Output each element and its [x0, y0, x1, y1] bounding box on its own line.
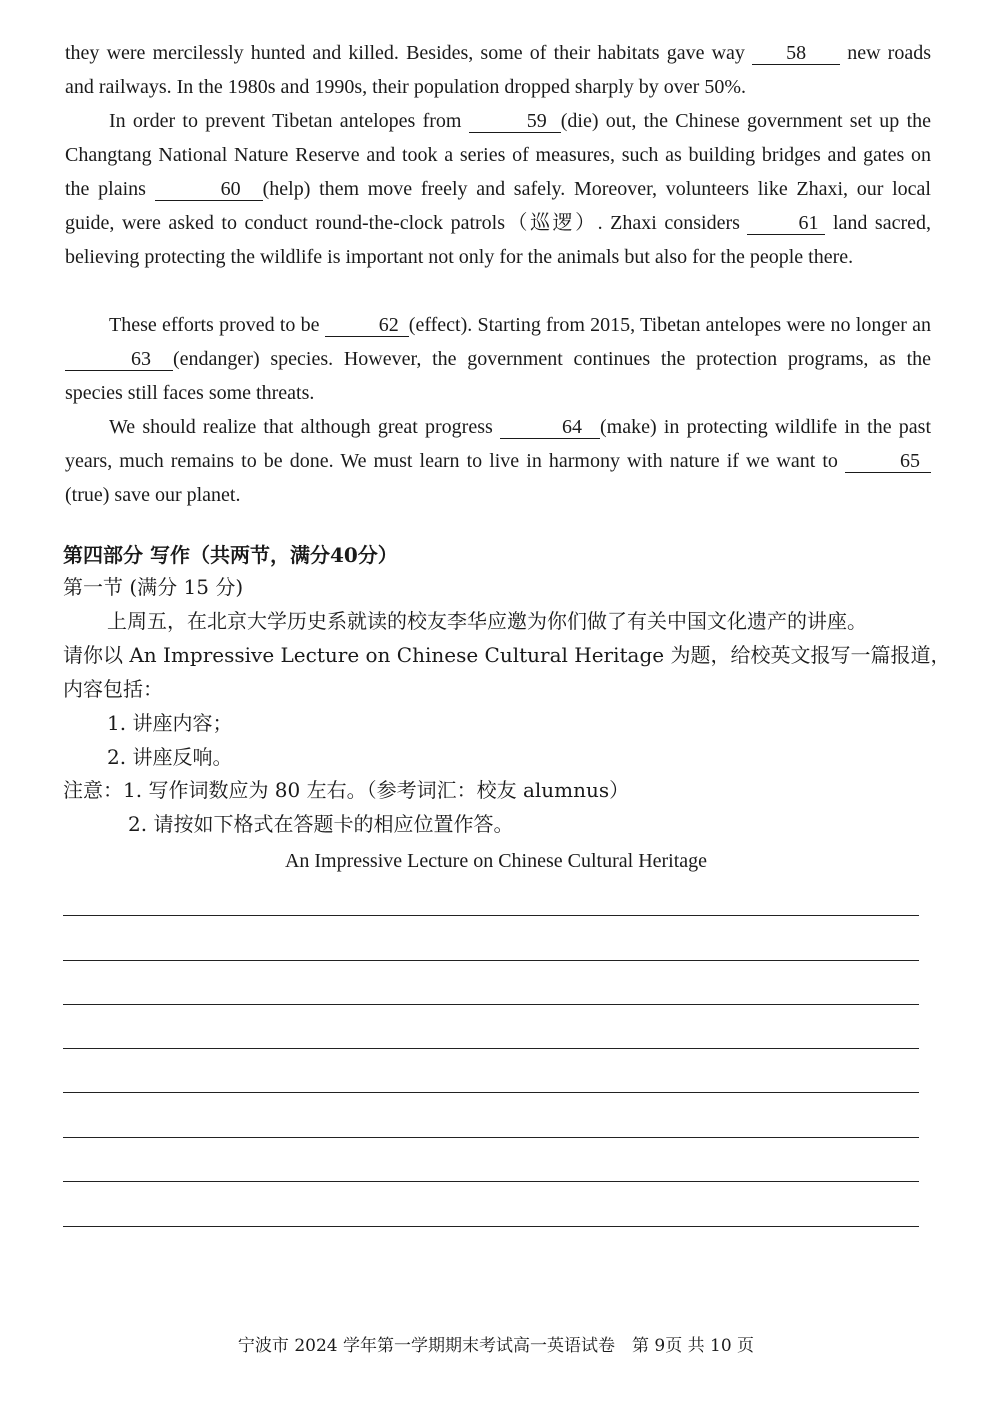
- blank-64: 64: [500, 416, 600, 439]
- answer-line: [63, 915, 919, 916]
- paragraph-text: (effect). Starting from 2015, Tibetan antelopes were no longer an: [408, 314, 931, 336]
- answer-line: [63, 1226, 919, 1227]
- note-1: 注意：1. 写作词数应为 80 左右。（参考词汇：校友 alumnus）: [63, 778, 630, 802]
- blank-65: 65: [845, 450, 931, 473]
- paragraph-text: (help) them move freely and safely. Moreover, volunteers like Zhaxi, our local guide, were asked to conduct round-the-clock patrols（巡逻）. Zhaxi considers: [65, 178, 931, 234]
- paragraph-text: We should realize that although great progress: [109, 416, 501, 438]
- paragraph-text: (die) out, the Chinese government set up the Changtang National Nature Reserve and took a series of measures, such as building bridges and gates on the plains: [65, 110, 932, 200]
- paragraph-4: [65, 410, 931, 512]
- blank-61: 61: [747, 212, 825, 235]
- answer-line: [63, 1092, 919, 1093]
- essay-title: An Impressive Lecture on Chinese Cultural Heritage: [284, 850, 708, 872]
- paragraph-text: new roads and railways. In the 1980s and 1990s, their population dropped sharply by over 50%.: [65, 42, 931, 98]
- answer-line: [63, 1004, 919, 1005]
- paragraph-text: (make) in protecting wildlife in the past years, much remains to be done. We must learn to live in harmony with nature if we want to: [65, 416, 931, 472]
- note-2: 2. 请按如下格式在答题卡的相应位置作答。: [128, 812, 514, 836]
- blank-58: 58: [752, 42, 840, 65]
- blank-60: 60: [155, 178, 263, 201]
- paragraph-text: (true) save our planet.: [65, 484, 241, 506]
- paragraph-text: (endanger) species. However, the government continues the protection programs, as the species still faces some threats.: [65, 348, 931, 404]
- prompt-line: 上周五，在北京大学历史系就读的校友李华应邀为你们做了有关中国文化遗产的讲座。: [107, 609, 867, 633]
- answer-line: [63, 960, 919, 961]
- paragraph-text: they were mercilessly hunted and killed. Besides, some of their habitats gave way: [65, 42, 753, 64]
- paragraph-2: [65, 104, 931, 274]
- blank-63: 63: [65, 348, 173, 371]
- paragraph-3: [65, 308, 931, 410]
- prompt-line: 内容包括：: [63, 677, 163, 701]
- content-item-1: 1. 讲座内容；: [107, 711, 233, 735]
- prompt-line: 请你以 An Impressive Lecture on Chinese Cultural Heritage 为题，给校英文报写一篇报道，: [63, 643, 951, 667]
- part-heading: 第四部分 写作（共两节，满分40分）: [63, 543, 398, 567]
- page-footer: 宁波市 2024 学年第一学期期末考试高一英语试卷 第 9页 共 10 页: [237, 1336, 755, 1356]
- answer-line: [63, 1137, 919, 1138]
- paragraph-1: [65, 36, 931, 104]
- blank-62: 62: [325, 314, 409, 337]
- answer-line: [63, 1181, 919, 1182]
- paragraph-text: These efforts proved to be: [109, 314, 325, 336]
- paragraph-text: land sacred, believing protecting the wildlife is important not only for the animals but also for the people there.: [65, 212, 931, 268]
- answer-line: [63, 1048, 919, 1049]
- blank-59: 59: [469, 110, 561, 133]
- content-item-2: 2. 讲座反响。: [107, 745, 233, 769]
- section-heading: 第一节 (满分 15 分): [63, 575, 244, 599]
- paragraph-text: In order to prevent Tibetan antelopes from: [109, 110, 469, 132]
